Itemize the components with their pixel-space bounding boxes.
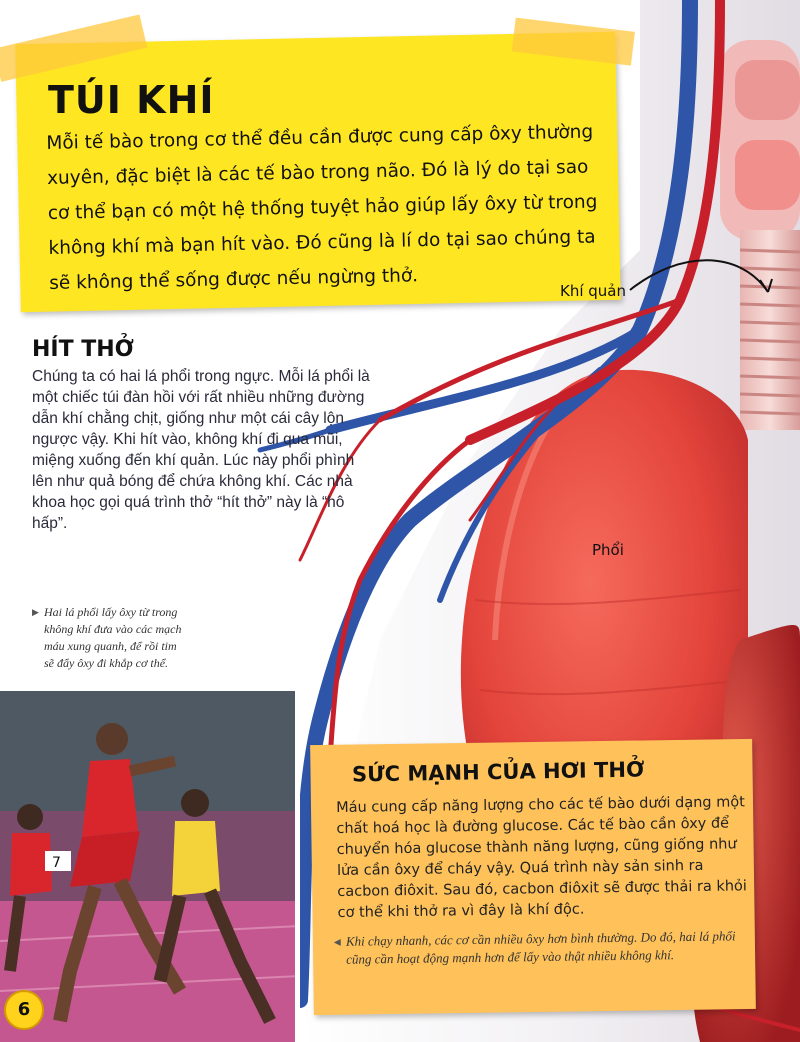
trachea-label: Khí quản [560, 282, 627, 300]
caption-marker-icon: ◀ [333, 936, 341, 947]
larynx-shape [720, 40, 800, 240]
lung-caption [32, 604, 184, 672]
breathing-title: HÍT THỞ [32, 337, 134, 362]
running-caption-text: Khi chạy nhanh, các cơ cần nhiều ôxy hơn bình thường. Do đó, hai lá phổi cũng cần hoạt động mạnh hơn để lấy vào thật nhiều không khí. [345, 928, 736, 967]
lung-label: Phổi [592, 541, 624, 559]
page-number: 6 [4, 990, 44, 1030]
power-title: SỨC MẠNH CỦA HƠI THỞ [351, 757, 645, 787]
trachea-shape [740, 230, 800, 430]
sprinters-photo [0, 686, 300, 1042]
svg-text:7: 7 [52, 855, 61, 871]
sprinters-illustration [0, 691, 300, 1042]
breathing-body: Chúng ta có hai lá phổi trong ngực. Mỗi lá phổi là một chiếc túi đàn hồi với rất nhiều những đường dẫn khí chằng chịt, giống như một cái cây lộn ngược vậy. Khi hít vào, không khí đi qua mũi, miệng xuống đến khí quản. Lúc này phổi phình lên như quả bóng để chứa không khí. Các nhà khoa học gọi quá trình thở “hít thở” này là “hô hấp”. [32, 368, 370, 532]
power-body: Máu cung cấp năng lượng cho các tế bào dưới dạng một chất hoá học là đường glucose. Các tế bào cần ôxy để chuyển hóa glucose thành năng lượng, cũng giống như lửa cần ôxy để cháy vậy. Quá trình này sản sinh ra cacbon điôxit. Sau đó, cacbon điôxit sẽ được thải ra khỏi cơ thể khi thở ra vì đây là khí độc. [336, 794, 747, 921]
lung-caption-text: Hai lá phổi lấy ôxy từ trong không khí đưa vào các mạch máu xung quanh, để rồi tim sẽ đẩy ôxy đi khắp cơ thể. [44, 605, 182, 670]
running-caption [333, 927, 741, 969]
intro-title: TÚI KHÍ [48, 78, 215, 122]
intro-body: Mỗi tế bào trong cơ thể đều cần được cung cấp ôxy thường xuyên, đặc biệt là các tế bào trong não. Đó là lý do tại sao cơ thể bạn có một hệ thống tuyệt hảo giúp lấy ôxy từ trong không khí mà bạn hít vào. Đó cũng là lí do tại sao chúng ta sẽ không thể sống được nếu ngừng thở. [46, 121, 598, 294]
caption-marker-icon: ▶ [32, 607, 39, 617]
